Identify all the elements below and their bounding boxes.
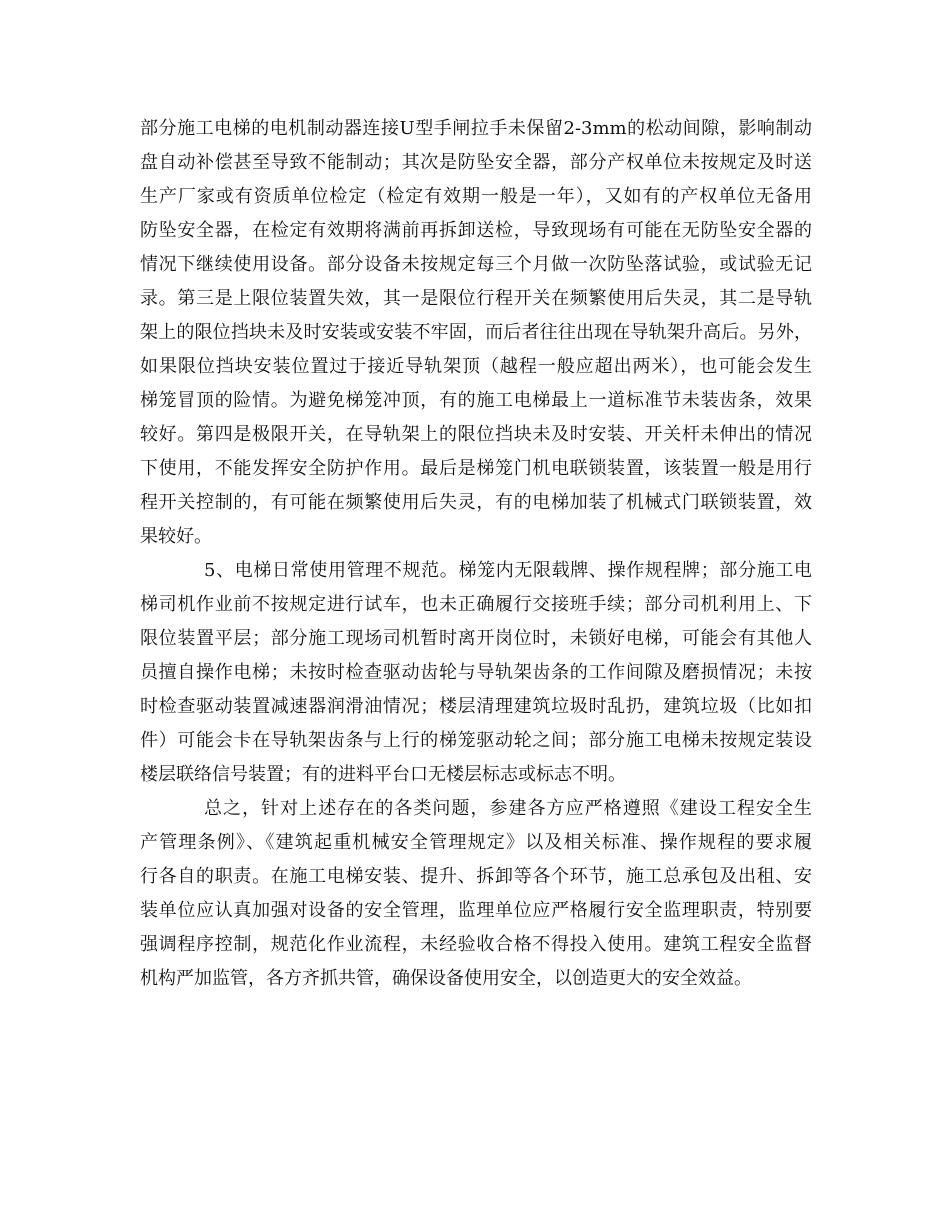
text-line: 机构严加监管，各方齐抓共管，确保设备使用安全，以创造更大的安全效益。 [140,968,752,989]
text-line: 限位装置平层；部分施工现场司机暂时离开岗位时，未锁好电梯，可能会有其他人 [140,628,812,649]
text-line: 总之，针对上述存在的各类问题，参建各方应严格遵照《建设工程安全生 [204,798,812,819]
text-line: 件）可能会卡在导轨架齿条与上行的梯笼驱动轮之间；部分施工电梯未按规定装设 [140,730,812,751]
text-line: 产管理条例》、《建筑起重机械安全管理规定》以及相关标准、操作规程的要求履 [140,832,812,853]
text-line: 如果限位挡块安装位置过于接近导轨架顶（越程一般应超出两米），也可能会发生 [140,356,812,377]
text-line: 员擅自操作电梯；未按时检查驱动齿轮与导轨架齿条的工作间隙及磨损情况；未按 [140,662,812,683]
text-line: 强调程序控制，规范化作业流程，未经验收合格不得投入使用。建筑工程安全监督 [140,934,812,955]
text-line: 时检查驱动装置减速器润滑油情况；楼层清理建筑垃圾时乱扔，建筑垃圾（比如扣 [140,696,812,717]
text-line: 生产厂家或有资质单位检定（检定有效期一般是一年），又如有的产权单位无备用 [140,186,812,207]
paragraph [140,554,812,792]
text-line: 下使用，不能发挥安全防护作用。最后是梯笼门机电联锁装置，该装置一般是用行 [140,458,812,479]
text-line: 部分施工电梯的电机制动器连接U型手闸拉手未保留2-3mm的松动间隙，影响制动 [140,118,812,139]
text-line: 梯笼冒顶的险情。为避免梯笼冲顶，有的施工电梯最上一道标准节未装齿条，效果 [140,390,812,411]
text-line: 盘自动补偿甚至导致不能制动；其次是防坠安全器，部分产权单位未按规定及时送 [140,152,812,173]
text-line: 录。第三是上限位装置失效，其一是限位行程开关在频繁使用后失灵，其二是导轨 [140,288,812,309]
text-line: 较好。第四是极限开关，在导轨架上的限位挡块未及时安装、开关杆未伸出的情况 [140,424,812,445]
text-line: 梯司机作业前不按规定进行试车，也未正确履行交接班手续；部分司机利用上、下 [140,594,812,615]
text-line: 果较好。 [140,526,212,547]
paragraph [140,112,812,554]
text-line: 5、电梯日常使用管理不规范。梯笼内无限载牌、操作规程牌；部分施工电 [204,560,812,581]
text-line: 防坠安全器，在检定有效期将满前再拆卸送检，导致现场有可能在无防坠安全器的 [140,220,812,241]
paragraph [140,792,812,996]
document-page [140,112,812,996]
text-line: 程开关控制的，有可能在频繁使用后失灵，有的电梯加装了机械式门联锁装置，效 [140,492,812,513]
text-line: 情况下继续使用设备。部分设备未按规定每三个月做一次防坠落试验，或试验无记 [140,254,812,275]
text-line: 行各自的职责。在施工电梯安装、提升、拆卸等各个环节，施工总承包及出租、安 [140,866,812,887]
text-line: 装单位应认真加强对设备的安全管理，监理单位应严格履行安全监理职责，特别要 [140,900,812,921]
text-line: 架上的限位挡块未及时安装或安装不牢固，而后者往往出现在导轨架升高后。另外， [140,322,812,343]
text-line: 楼层联络信号装置；有的进料平台口无楼层标志或标志不明。 [140,764,626,785]
